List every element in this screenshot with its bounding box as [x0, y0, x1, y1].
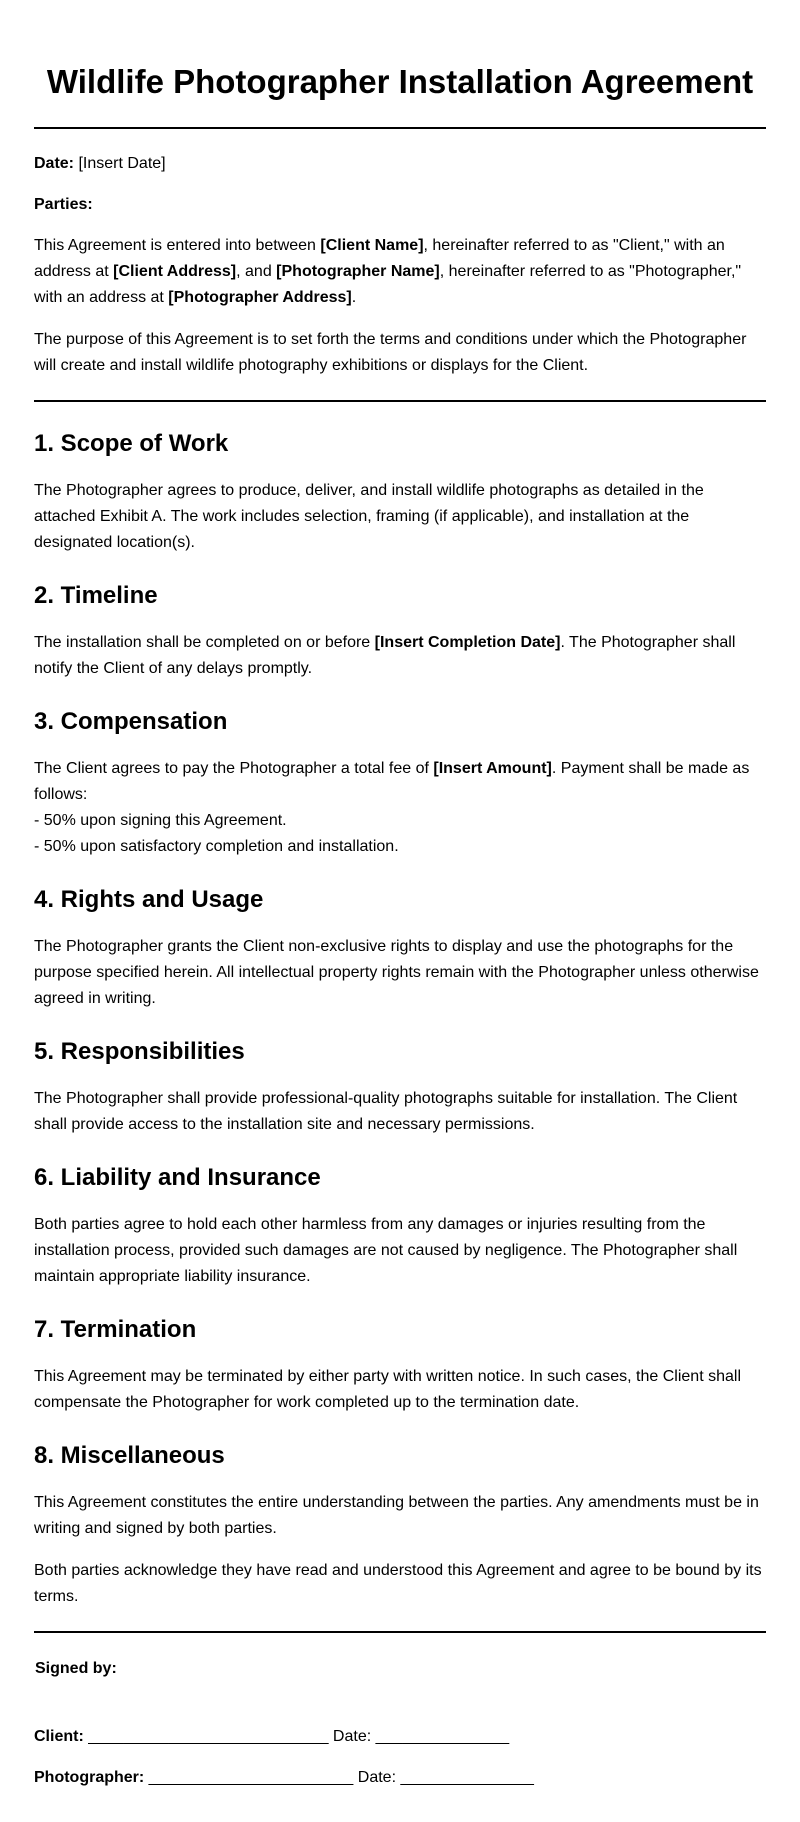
client-signature-label: Client: [34, 1728, 84, 1745]
intro-text: . [351, 289, 357, 306]
intro-text: This Agreement is entered into between [34, 237, 321, 254]
intro-paragraph [34, 233, 766, 311]
section-body [34, 756, 766, 860]
section-heading: 5. Responsibilities [34, 1038, 245, 1065]
purpose-paragraph: The purpose of this Agreement is to set forth the terms and conditions under which the Photographer will create and install wildlife photography exhibitions or displays for the Client. [34, 331, 747, 374]
section-scope-of-work [34, 428, 766, 556]
section-heading: 3. Compensation [34, 708, 228, 735]
section-body [34, 630, 766, 682]
section-liability-and-insurance [34, 1162, 766, 1290]
intro-text: , hereinafter referred to as "Client," with an address at [34, 237, 725, 280]
section-body: The Photographer shall provide professional-quality photographs suitable for installation. The Client shall provide access to the installation site and necessary permissions. [34, 1090, 738, 1133]
section-responsibilities [34, 1036, 766, 1138]
compensation-text: The Client agrees to pay the Photographer a total fee of [34, 760, 434, 777]
section-heading: 1. Scope of Work [34, 430, 229, 457]
payment-line-2: - 50% upon satisfactory completion and installation. [34, 838, 399, 855]
amount-placeholder: [Insert Amount] [433, 760, 552, 777]
date-value: [Insert Date] [78, 155, 166, 172]
section-termination [34, 1314, 766, 1416]
compensation-text: . Payment shall be made as follows: [34, 760, 750, 803]
date-label: Date: [34, 155, 75, 172]
signed-by-label: Signed by: [35, 1660, 117, 1677]
section-timeline [34, 580, 766, 682]
client-signature-blanks: ___________________________ Date: _______________ [83, 1728, 510, 1745]
photographer-signature-line [34, 1765, 766, 1791]
section-body: This Agreement may be terminated by either party with written notice. In such cases, the Client shall compensate the Photographer for work completed up to the termination date. [34, 1368, 741, 1411]
section-heading: 6. Liability and Insurance [34, 1164, 321, 1191]
photographer-signature-label: Photographer: [34, 1769, 145, 1786]
photographer-address-placeholder: [Photographer Address] [168, 289, 352, 306]
divider-top [34, 127, 766, 129]
photographer-signature-blanks: _______________________ Date: _______________ [144, 1769, 534, 1786]
completion-date-placeholder: [Insert Completion Date] [374, 634, 561, 651]
timeline-text: The installation shall be completed on or before [34, 634, 375, 651]
acknowledgement-paragraph: Both parties acknowledge they have read and understood this Agreement and agree to be bound by its terms. [34, 1562, 762, 1605]
intro-text: , hereinafter referred to as "Photographer," with an address at [34, 263, 742, 306]
section-body: The Photographer grants the Client non-exclusive rights to display and use the photographs for the purpose specified herein. All intellectual property rights remain with the Photographer unless otherwise agreed in writing. [34, 938, 759, 1007]
payment-line-1: - 50% upon signing this Agreement. [34, 812, 287, 829]
divider-middle [34, 400, 766, 402]
photographer-name-placeholder: [Photographer Name] [276, 263, 440, 280]
parties-label: Parties: [34, 196, 93, 213]
document-title: Wildlife Photographer Installation Agreement [46, 63, 754, 100]
section-rights-and-usage [34, 884, 766, 1012]
section-heading: 4. Rights and Usage [34, 886, 264, 913]
section-body: The Photographer agrees to produce, deliver, and install wildlife photographs as detailed in the attached Exhibit A. The work includes selection, framing (if applicable), and installation at the designated location(s). [34, 482, 704, 551]
client-address-placeholder: [Client Address] [113, 263, 237, 280]
section-heading: 7. Termination [34, 1316, 197, 1343]
section-heading: 2. Timeline [34, 582, 158, 609]
section-body: Both parties agree to hold each other harmless from any damages or injuries resulting from the installation process, provided such damages are not caused by negligence. The Photographer shall maintain appropriate liability insurance. [34, 1216, 738, 1285]
client-signature-line [34, 1724, 766, 1750]
intro-text: , and [236, 263, 277, 280]
divider-bottom [34, 1631, 766, 1633]
date-line [34, 151, 766, 177]
section-compensation [34, 706, 766, 860]
timeline-text: . The Photographer shall notify the Client of any delays promptly. [34, 634, 736, 677]
section-miscellaneous [34, 1440, 766, 1610]
section-body: This Agreement constitutes the entire understanding between the parties. Any amendments must be in writing and signed by both parties. [34, 1494, 759, 1537]
section-heading: 8. Miscellaneous [34, 1442, 225, 1469]
client-name-placeholder: [Client Name] [320, 237, 424, 254]
